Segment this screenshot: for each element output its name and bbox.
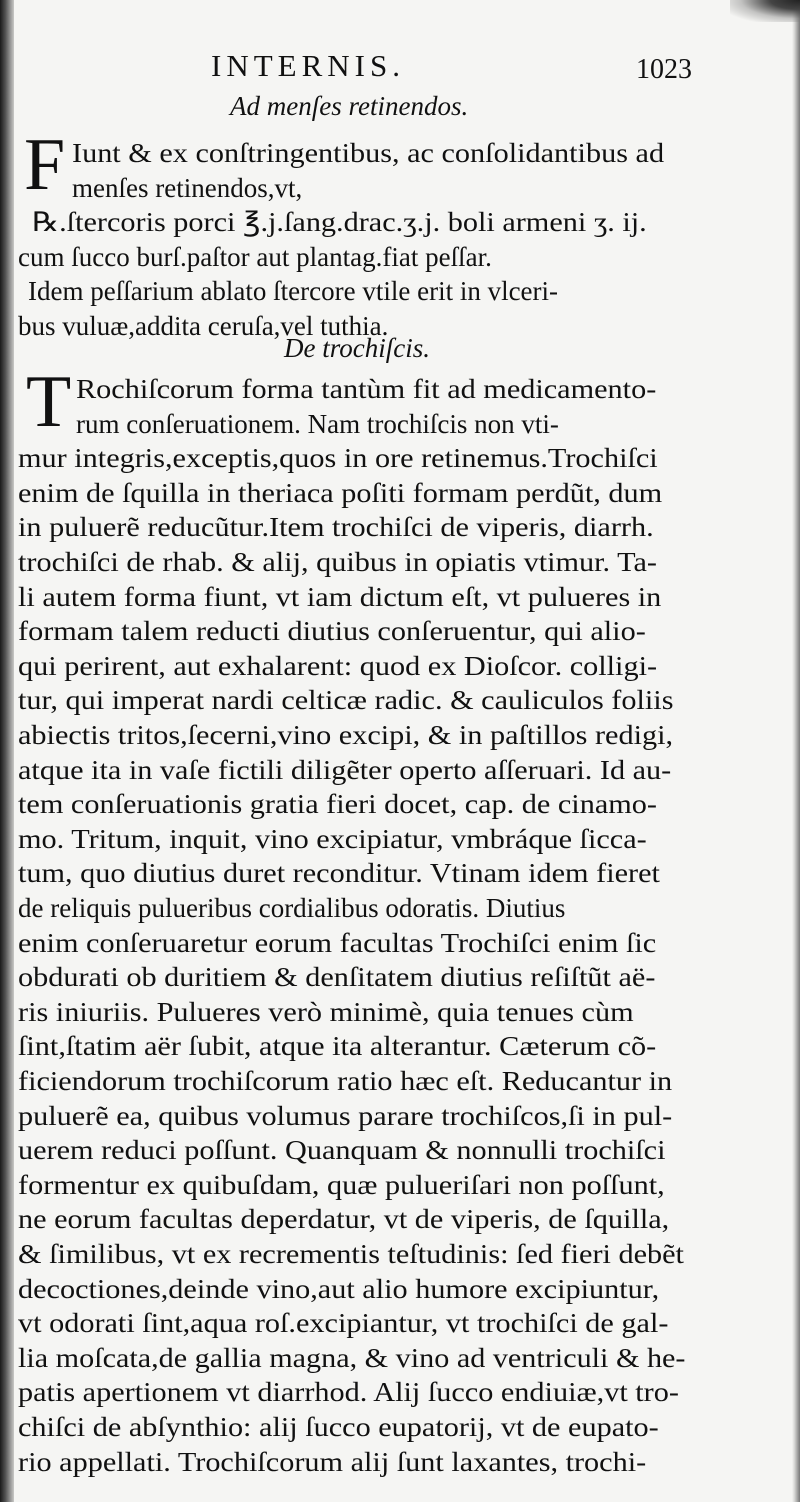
text-line: enim conſeruaretur eorum facultas Trochiſci enim ſic <box>18 927 657 958</box>
page-gutter-shadow <box>0 0 14 1502</box>
text-line: formam talem reducti diutius conſeruentur, qui alio- <box>18 616 646 647</box>
text-line: ℞.ſtercoris porci ℥.j.ſang.drac.ʒ.j. boli armeni ʒ. ij. <box>32 207 647 238</box>
text-line: mo. Tritum, inquit, vino excipiatur, vmbráque ſicca- <box>18 823 647 854</box>
text-line: enim de ſquilla in theriaca poſiti formam perdũt, dum <box>18 477 663 508</box>
text-line: ris iniuriis. Pulueres verò minimè, quia tenues cùm <box>18 996 634 1027</box>
text-line: uerem reduci poſſunt. Quanquam & nonnulli trochiſci <box>18 1135 666 1166</box>
text-line: in puluerẽ reducũtur.Item trochiſci de viperis, diarrh. <box>18 512 654 543</box>
drop-capital: T <box>26 361 72 443</box>
text-line: chiſci de abſynthio: alij ſucco eupatorij, vt de eupato- <box>18 1412 659 1442</box>
text-line: ne eorum facultas deperdatur, vt de viperis, de ſquilla, <box>18 1204 670 1235</box>
text-line: tum, quo diutius duret reconditur. Vtinam idem fieret <box>18 858 660 889</box>
text-line: obdurati ob duritiem & denſitatem diutius reſiſtũt aë- <box>18 962 656 993</box>
section-heading: Ad menſes retinendos. <box>230 91 469 121</box>
text-line: formentur ex quibuſdam, quæ pulueriſari non poſſunt, <box>18 1169 665 1200</box>
text-line: Idem peſſarium ablato ſtercore vtile erit in vlceri- <box>28 276 559 307</box>
text-line: puluerẽ ea, quibus volumus parare trochiſcos,ſi in pul- <box>18 1100 673 1131</box>
text-line: decoctiones,deinde vino,aut alio humore excipiuntur, <box>18 1273 660 1304</box>
text-line: lia moſcata,de gallia magna, & vino ad ventriculi & he- <box>18 1342 686 1373</box>
text-line: abiectis tritos,ſecerni,vino excipi, & in paſtillos redigi, <box>18 720 674 750</box>
corner-shadow <box>730 0 800 22</box>
text-line: & ſimilibus, vt ex recrementis teſtudinis: ſed fieri debẽt <box>18 1239 684 1269</box>
text-line: tem conſeruationis gratia fieri docet, cap. de cinamo- <box>18 789 657 820</box>
text-line: bus vuluæ,addita ceruſa,vel tuthia. <box>18 311 389 341</box>
text-line: mur integris,exceptis,quos in ore retinemus.Trochiſci <box>18 443 658 474</box>
text-line: rio appellati. Trochiſcorum alij ſunt laxantes, trochi- <box>18 1446 647 1477</box>
text-line: atque ita in vaſe fictili diligẽter operto aſſeruari. Id au- <box>18 754 672 785</box>
text-line: Iunt & ex conſtringentibus, ac conſolidantibus ad <box>72 138 665 168</box>
text-line: trochiſci de rhab. & alij, quibus in opiatis vtimur. Ta- <box>18 547 657 577</box>
text-line: patis apertionem vt diarrhod. Alij ſucco endiuiæ,vt tro- <box>18 1377 679 1408</box>
text-line: ſint,ſtatim aër ſubit, atque ita alterantur. Cæterum cõ- <box>18 1031 657 1062</box>
text-line: cum ſucco burſ.paſtor aut plantag.fiat peſſar. <box>18 241 492 272</box>
section-heading: De trochiſcis. <box>284 333 430 363</box>
text-line: rum conſeruationem. Nam trochiſcis non vti- <box>76 408 559 439</box>
page-edge-shadow <box>792 0 800 1502</box>
text-line: qui perirent, aut exhalarent: quod ex Dioſcor. colligi- <box>18 650 658 681</box>
text-line: vt odorati ſint,aqua roſ.excipiantur, vt trochiſci de gal- <box>18 1308 669 1339</box>
running-head <box>18 48 788 88</box>
text-line: de reliquis pulueribus cordialibus odoratis. Diutius <box>18 893 566 923</box>
text-line: tur, qui imperat nardi celticæ radic. & cauliculos foliis <box>18 685 674 716</box>
running-title: INTERNIS. <box>211 48 405 83</box>
drop-capital: F <box>24 124 66 206</box>
text-line: li autem forma fiunt, vt iam dictum eſt, vt pulueres in <box>18 581 662 612</box>
text-line: Rochiſcorum forma tantùm fit ad medicamento- <box>76 374 657 404</box>
page-number: 1023 <box>636 54 692 85</box>
text-line: menſes retinendos,vt, <box>72 172 303 203</box>
text-line: ficiendorum trochiſcorum ratio hæc eſt. Reducantur in <box>18 1066 673 1096</box>
